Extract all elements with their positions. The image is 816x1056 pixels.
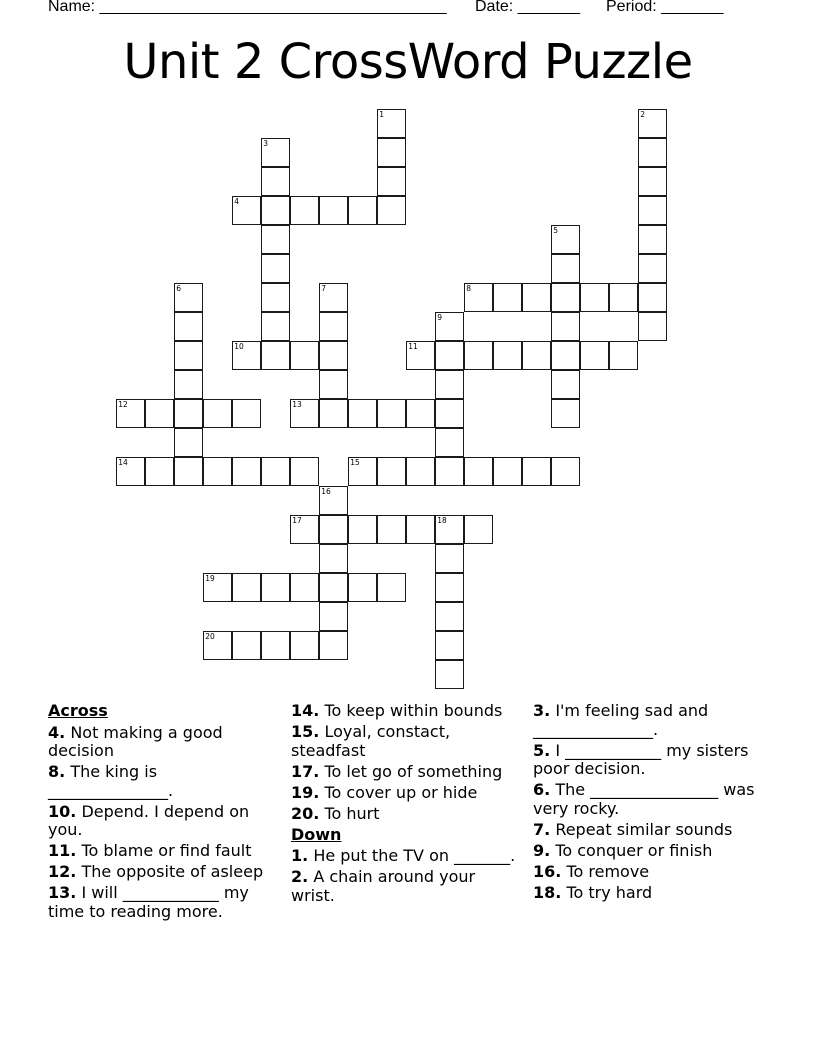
grid-cell[interactable] [522, 283, 551, 312]
grid-cell[interactable] [174, 341, 203, 370]
grid-cell[interactable] [638, 167, 667, 196]
grid-cell[interactable] [319, 370, 348, 399]
grid-cell[interactable] [290, 196, 319, 225]
clue-number: 4. [48, 722, 66, 742]
grid-cell[interactable] [232, 196, 261, 225]
grid-cell[interactable] [406, 457, 435, 486]
grid-cell[interactable] [319, 573, 348, 602]
clue-text: Not making a good decision [48, 722, 223, 760]
clue-text: Repeat similar sounds [555, 819, 733, 839]
grid-cell[interactable] [290, 399, 319, 428]
clue-text: The king is _______________. [48, 762, 174, 800]
clue-across-11 [48, 842, 280, 861]
clue-across-17 [291, 763, 523, 782]
grid-cell[interactable] [261, 341, 290, 370]
grid-cell[interactable] [580, 283, 609, 312]
grid-cell[interactable] [261, 138, 290, 167]
clue-text: To let go of something [324, 761, 503, 781]
clue-number: 1. [291, 846, 309, 865]
clue-number: 17. [291, 761, 320, 781]
clue-number: 19. [291, 782, 320, 802]
clue-text: To try hard [566, 882, 653, 902]
cell-number: 13 [292, 400, 302, 410]
grid-cell[interactable] [290, 457, 319, 486]
grid-cell[interactable] [174, 370, 203, 399]
grid-cell[interactable] [319, 341, 348, 370]
grid-cell[interactable] [203, 457, 232, 486]
cell-number: 3 [263, 139, 269, 149]
date-field[interactable]: Date: _______ [475, 0, 580, 15]
grid-cell[interactable] [551, 341, 580, 370]
grid-cell[interactable] [551, 457, 580, 486]
grid-cell[interactable] [319, 631, 348, 660]
grid-cell[interactable] [464, 283, 493, 312]
clue-text: The opposite of asleep [81, 862, 264, 881]
clue-number: 6. [533, 780, 551, 799]
clue-text: Depend. I depend on you. [48, 801, 250, 839]
grid-cell[interactable] [203, 631, 232, 660]
grid-cell[interactable] [290, 631, 319, 660]
grid-cell[interactable] [174, 428, 203, 457]
clue-down-3 [533, 702, 763, 739]
grid-cell[interactable] [464, 515, 493, 544]
clues-column-3 [533, 702, 763, 905]
grid-cell[interactable] [551, 225, 580, 254]
grid-cell[interactable] [348, 399, 377, 428]
clue-down-18 [533, 884, 763, 903]
clue-text: Loyal, constact, steadfast [291, 722, 451, 760]
cell-number: 2 [640, 110, 646, 120]
clues-column-2 [291, 702, 523, 908]
grid-cell[interactable] [377, 196, 406, 225]
grid-cell[interactable] [435, 370, 464, 399]
cell-number: 19 [205, 574, 215, 584]
grid-cell[interactable] [319, 399, 348, 428]
grid-cell[interactable] [551, 283, 580, 312]
clue-across-19 [291, 784, 523, 803]
grid-cell[interactable] [261, 312, 290, 341]
grid-cell[interactable] [638, 283, 667, 312]
grid-cell[interactable] [580, 341, 609, 370]
grid-cell[interactable] [638, 138, 667, 167]
grid-cell[interactable] [203, 399, 232, 428]
grid-cell[interactable] [232, 631, 261, 660]
clue-across-20 [291, 805, 523, 824]
cell-number: 10 [234, 342, 244, 352]
grid-cell[interactable] [435, 515, 464, 544]
grid-cell[interactable] [290, 341, 319, 370]
grid-cell[interactable] [464, 341, 493, 370]
grid-cell[interactable] [348, 573, 377, 602]
grid-cell[interactable] [319, 544, 348, 573]
grid-cell[interactable] [406, 515, 435, 544]
clue-number: 14. [291, 701, 320, 720]
grid-cell[interactable] [261, 254, 290, 283]
grid-cell[interactable] [348, 515, 377, 544]
cell-number: 5 [553, 226, 559, 236]
clue-text: The ________________ was very rocky. [533, 780, 755, 818]
clue-text: To keep within bounds [324, 701, 503, 720]
grid-cell[interactable] [290, 515, 319, 544]
grid-cell[interactable] [319, 312, 348, 341]
grid-cell[interactable] [348, 196, 377, 225]
across-heading: Across [48, 701, 108, 720]
clue-down-7 [533, 821, 763, 840]
grid-cell[interactable] [174, 312, 203, 341]
grid-cell[interactable] [116, 399, 145, 428]
grid-cell[interactable] [377, 138, 406, 167]
clue-down-16 [533, 863, 763, 882]
grid-cell[interactable] [145, 457, 174, 486]
clue-across-13 [48, 884, 280, 921]
grid-cell[interactable] [435, 631, 464, 660]
cell-number: 6 [176, 284, 182, 294]
clue-text: I ____________ my sisters poor decision. [533, 740, 749, 778]
cell-number: 1 [379, 110, 385, 120]
clue-number: 2. [291, 867, 309, 886]
cell-number: 8 [466, 284, 472, 294]
grid-cell[interactable] [174, 399, 203, 428]
clue-number: 18. [533, 882, 562, 902]
clue-text: To cover up or hide [324, 782, 478, 802]
grid-cell[interactable] [261, 196, 290, 225]
cell-number: 18 [437, 516, 447, 526]
grid-cell[interactable] [232, 399, 261, 428]
grid-cell[interactable] [261, 573, 290, 602]
grid-cell[interactable] [261, 631, 290, 660]
cell-number: 17 [292, 516, 302, 526]
clue-number: 5. [533, 740, 551, 760]
grid-cell[interactable] [377, 515, 406, 544]
clue-down-5 [533, 742, 763, 779]
grid-cell[interactable] [261, 457, 290, 486]
grid-cell[interactable] [464, 457, 493, 486]
clue-number: 12. [48, 862, 77, 881]
grid-cell[interactable] [493, 341, 522, 370]
grid-cell[interactable] [377, 457, 406, 486]
grid-cell[interactable] [435, 457, 464, 486]
grid-cell[interactable] [435, 312, 464, 341]
grid-cell[interactable] [435, 573, 464, 602]
grid-cell[interactable] [174, 283, 203, 312]
grid-cell[interactable] [551, 399, 580, 428]
clue-text: I'm feeling sad and _______________. [533, 701, 709, 739]
grid-cell[interactable] [638, 196, 667, 225]
cell-number: 7 [321, 284, 327, 294]
grid-cell[interactable] [493, 283, 522, 312]
grid-cell[interactable] [145, 399, 174, 428]
grid-cell[interactable] [551, 254, 580, 283]
grid-cell[interactable] [203, 573, 232, 602]
grid-cell[interactable] [232, 341, 261, 370]
cell-number: 12 [118, 400, 128, 410]
grid-cell[interactable] [174, 457, 203, 486]
grid-cell[interactable] [261, 225, 290, 254]
cell-number: 20 [205, 632, 215, 642]
grid-cell[interactable] [435, 428, 464, 457]
grid-cell[interactable] [638, 254, 667, 283]
grid-cell[interactable] [319, 283, 348, 312]
clue-down-1 [291, 847, 523, 866]
clue-number: 9. [533, 840, 551, 860]
grid-cell[interactable] [435, 341, 464, 370]
page-title: Unit 2 CrossWord Puzzle [123, 34, 693, 90]
grid-cell[interactable] [319, 196, 348, 225]
grid-cell[interactable] [435, 660, 464, 689]
grid-cell[interactable] [319, 486, 348, 515]
grid-cell[interactable] [638, 312, 667, 341]
clue-number: 7. [533, 819, 551, 839]
grid-cell[interactable] [377, 167, 406, 196]
grid-cell[interactable] [232, 457, 261, 486]
grid-cell[interactable] [290, 573, 319, 602]
clue-down-2 [291, 868, 523, 905]
grid-cell[interactable] [377, 399, 406, 428]
clue-text: He put the TV on _______. [313, 846, 516, 865]
cell-number: 14 [118, 458, 128, 468]
cell-number: 9 [437, 313, 443, 323]
clue-across-10 [48, 803, 280, 840]
down-heading: Down [291, 824, 342, 844]
clue-text: I will ____________ my time to reading more. [48, 883, 249, 921]
clue-number: 8. [48, 762, 66, 781]
grid-cell[interactable] [232, 573, 261, 602]
clue-across-15 [291, 723, 523, 760]
grid-cell[interactable] [435, 544, 464, 573]
period-field[interactable]: Period: _______ [606, 0, 724, 15]
clue-number: 11. [48, 841, 77, 860]
cell-number: 11 [408, 342, 418, 352]
clue-text: To hurt [324, 803, 380, 823]
grid-cell[interactable] [377, 573, 406, 602]
grid-cell[interactable] [609, 341, 638, 370]
cell-number: 16 [321, 487, 331, 497]
clue-number: 10. [48, 801, 77, 821]
clue-number: 16. [533, 861, 562, 881]
cell-number: 15 [350, 458, 360, 468]
grid-cell[interactable] [522, 457, 551, 486]
clue-across-8 [48, 763, 280, 800]
name-field[interactable]: Name: _______________________________________ [48, 0, 447, 15]
grid-cell[interactable] [116, 457, 145, 486]
grid-cell[interactable] [348, 457, 377, 486]
cell-number: 4 [234, 197, 240, 207]
clue-across-14 [291, 702, 523, 721]
clue-text: To blame or find fault [81, 841, 252, 860]
clue-number: 13. [48, 883, 77, 902]
clue-text: A chain around your wrist. [291, 867, 476, 905]
clue-across-12 [48, 863, 280, 882]
grid-cell[interactable] [319, 515, 348, 544]
grid-cell[interactable] [551, 370, 580, 399]
clue-text: To remove [566, 861, 650, 881]
clue-across-4 [48, 724, 280, 761]
grid-cell[interactable] [406, 341, 435, 370]
grid-cell[interactable] [609, 283, 638, 312]
grid-cell[interactable] [493, 457, 522, 486]
grid-cell[interactable] [638, 225, 667, 254]
grid-cell[interactable] [435, 602, 464, 631]
grid-cell[interactable] [406, 399, 435, 428]
grid-cell[interactable] [551, 312, 580, 341]
clue-number: 20. [291, 803, 320, 823]
clues-column-1 [48, 702, 280, 924]
grid-cell[interactable] [435, 399, 464, 428]
clue-text: To conquer or finish [555, 840, 713, 860]
clue-down-6 [533, 781, 763, 818]
grid-cell[interactable] [261, 283, 290, 312]
clue-number: 3. [533, 701, 551, 720]
grid-cell[interactable] [377, 109, 406, 138]
clue-down-9 [533, 842, 763, 861]
grid-cell[interactable] [261, 167, 290, 196]
grid-cell[interactable] [522, 341, 551, 370]
clue-number: 15. [291, 722, 320, 741]
grid-cell[interactable] [319, 602, 348, 631]
grid-cell[interactable] [638, 109, 667, 138]
